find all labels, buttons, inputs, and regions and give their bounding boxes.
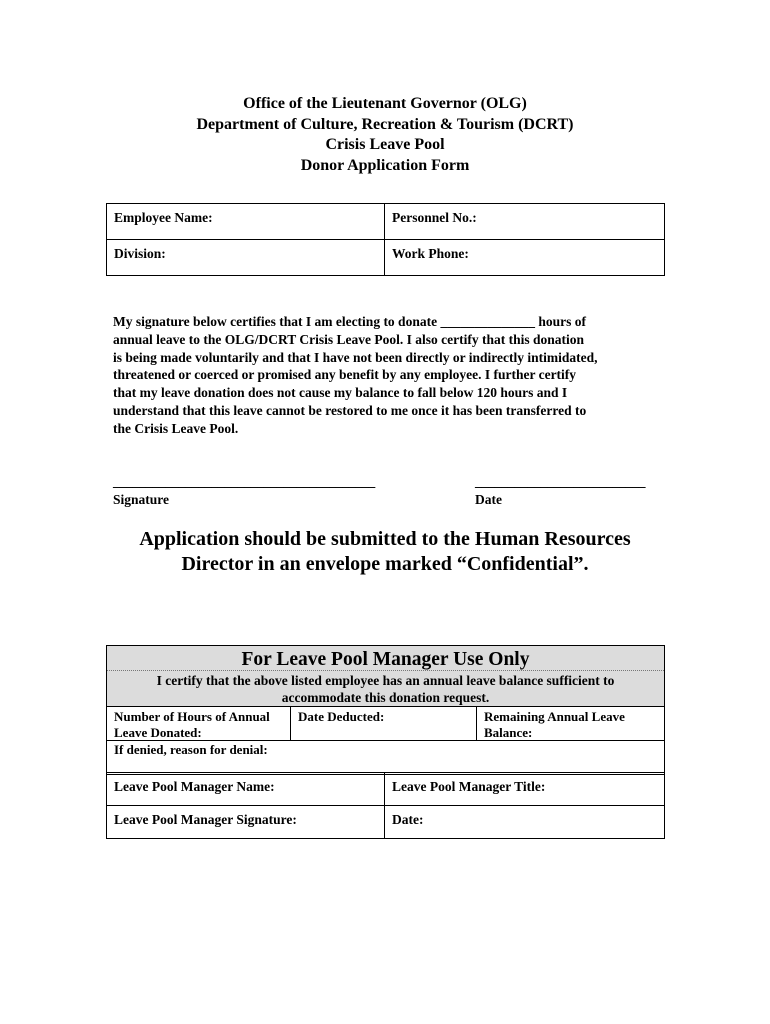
employee-name-label: Employee Name: [114,210,213,225]
employee-info-table [106,203,665,276]
signature-label: Signature [113,492,170,507]
work-phone-label: Work Phone: [392,246,469,261]
date-line[interactable]: __________________________ [475,474,646,489]
hours-donated-label: Number of Hours of Annual [114,709,270,724]
hours-donated-label: Leave Donated: [114,725,202,740]
header-program: Crisis Leave Pool [325,136,445,153]
signature-line[interactable]: ________________________________________ [113,474,376,489]
submission-notice-line: Director in an envelope marked “Confidential”. [181,553,589,575]
denial-reason-label: If denied, reason for denial: [114,742,268,757]
certification-line: threatened or coerced or promised any benefit by any employee. I further certify [113,367,577,383]
manager-name-field[interactable] [107,773,385,806]
remaining-balance-label: Remaining Annual Leave [484,709,625,724]
manager-certify-statement [107,671,664,707]
certification-line: the Crisis Leave Pool. [113,420,239,436]
manager-certify-line: I certify that the above listed employee has an annual leave balance sufficient to [156,673,615,688]
manager-section-title: For Leave Pool Manager Use Only [107,646,664,671]
certification-paragraph [113,313,673,438]
manager-name-label: Leave Pool Manager Name: [114,779,275,794]
manager-signature-field[interactable] [107,806,385,839]
header-form-title: Donor Application Form [300,156,470,174]
manager-title-field[interactable] [385,773,665,806]
remaining-balance-label: Balance: [484,725,533,740]
division-field[interactable] [107,240,385,276]
header-office: Office of the Lieutenant Governor (OLG) [243,95,527,112]
certification-line: annual leave to the OLG/DCRT Crisis Leave Pool. I also certify that this donation [113,331,585,347]
certification-line: that my leave donation does not cause my balance to fall below 120 hours and I [113,385,568,401]
submission-notice [0,527,770,577]
date-deducted-field[interactable] [291,707,477,740]
date-deducted-label: Date Deducted: [298,709,385,724]
certification-line: My signature below certifies that I am electing to donate ______________ hours of [113,314,586,329]
header-department: Department of Culture, Recreation & Tourism (DCRT) [196,115,574,133]
personnel-no-field[interactable] [385,204,665,240]
manager-date-field[interactable] [385,806,665,839]
manager-use-section [106,645,665,775]
submission-notice-line: Application should be submitted to the Human Resources [139,528,631,550]
manager-title-label: Leave Pool Manager Title: [392,779,546,794]
manager-signature-label: Leave Pool Manager Signature: [114,812,297,827]
personnel-no-label: Personnel No.: [392,210,477,225]
work-phone-field[interactable] [385,240,665,276]
certification-line: understand that this leave cannot be restored to me once it has been transferred to [113,402,587,418]
denial-reason-field[interactable] [107,741,664,774]
certification-line: is being made voluntarily and that I have not been directly or indirectly intimidated, [113,349,598,365]
form-header [0,94,770,176]
hours-donated-field[interactable] [107,707,291,740]
employee-name-field[interactable] [107,204,385,240]
manager-certify-line: accommodate this donation request. [281,690,490,705]
division-label: Division: [114,246,166,261]
remaining-balance-field[interactable] [477,707,664,740]
manager-info-table [106,772,665,839]
manager-date-label: Date: [392,812,424,827]
leave-details-row [107,707,664,741]
date-label: Date [475,492,502,507]
